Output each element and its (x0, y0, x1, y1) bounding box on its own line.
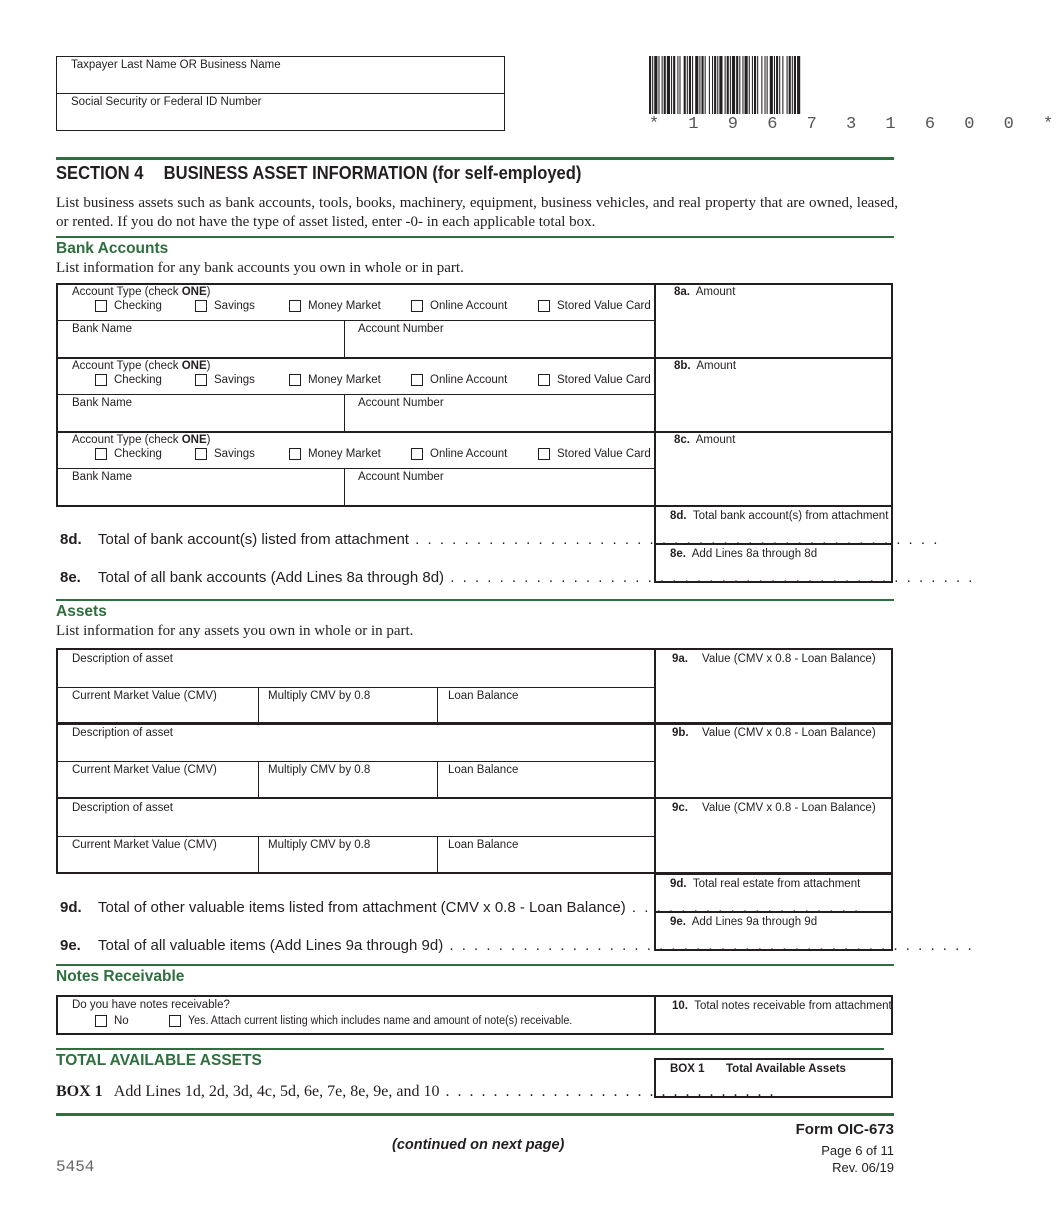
line-9e-box-label: 9e. Add Lines 9a through 9d (670, 916, 818, 928)
line-9e-text: 9e. Total of all valuable items (Add Lines 9a through 9d) . . . . . . . . . . . . . . . . . . . . . . . . . . . . . . . . . . . . . . . . . . . (60, 937, 974, 954)
money-market-checkbox[interactable] (289, 300, 301, 312)
bank-top-rule (56, 236, 894, 238)
section-intro: List business assets such as bank accounts, tools, books, machinery, equipment, business vehicles, and real property that are owned, leased, or rented. If you do not have the type of asset listed, enter -0- in each applicable total box. (56, 195, 898, 230)
line-8e-box-label: 8e. Add Lines 8a through 8d (670, 548, 818, 560)
online-account-label: Online Account (430, 300, 508, 312)
online-account-label: Online Account (430, 374, 508, 386)
barcode-image (649, 56, 892, 114)
cmv-input[interactable] (58, 853, 256, 872)
checking-label: Checking (114, 300, 162, 312)
asset-description-label: Description of asset (72, 727, 173, 739)
cmv-input[interactable] (58, 778, 256, 797)
continued-note: (continued on next page) (392, 1137, 565, 1153)
notes-no-checkbox[interactable] (95, 1015, 107, 1027)
assets-subtext: List information for any assets you own in whole or in part. (56, 623, 414, 639)
box-1-code: BOX 1 (670, 1063, 705, 1075)
line-8d-text: 8d. Total of bank account(s) listed from attachment . . . . . . . . . . . . . . . . . . . . . . . . . . . . . . . . . . . . . . . . . . . (60, 531, 940, 548)
asset-col-divider (437, 687, 438, 724)
value-line-code: 9a. (672, 653, 688, 665)
loan-balance-label: Loan Balance (448, 764, 519, 776)
section-heading (56, 163, 581, 184)
money-market-label: Money Market (308, 448, 381, 460)
multiply-cmv-label: Multiply CMV by 0.8 (268, 690, 371, 702)
taxpayer-name-label: Taxpayer Last Name OR Business Name (71, 59, 281, 71)
bank-name-label: Bank Name (72, 323, 133, 335)
bank-heading: Bank Accounts (56, 240, 169, 257)
value-label: Value (CMV x 0.8 - Loan Balance) (702, 802, 876, 814)
line-10-label: 10. Total notes receivable from attachment (672, 1000, 892, 1012)
money-market-checkbox[interactable] (289, 374, 301, 386)
asset-description-input[interactable] (58, 741, 652, 760)
checking-checkbox[interactable] (95, 448, 107, 460)
ssn-label: Social Security or Federal ID Number (71, 96, 262, 108)
section-number: SECTION 4 (56, 163, 144, 183)
stored-value-card-checkbox[interactable] (538, 448, 550, 460)
loan-balance-input[interactable] (439, 704, 654, 723)
page-number: Page 6 of 11 (821, 1143, 894, 1158)
savings-checkbox[interactable] (195, 300, 207, 312)
asset-description-label: Description of asset (72, 802, 173, 814)
assets-heading: Assets (56, 603, 107, 620)
savings-label: Savings (214, 300, 255, 312)
checking-label: Checking (114, 374, 162, 386)
footer-rule (56, 1113, 894, 1116)
account-number-label: Account Number (358, 323, 444, 335)
stored-value-card-checkbox[interactable] (538, 374, 550, 386)
bank-name-input[interactable] (58, 485, 342, 504)
asset-col-divider (258, 687, 259, 724)
revision-date: Rev. 06/19 (832, 1160, 894, 1175)
line-9d-text: 9d. Total of other valuable items listed from attachment (CMV x 0.8 - Loan Balance) . . . . . . . . . . . . . . . . . . . (60, 899, 861, 916)
notes-top-rule (56, 964, 894, 966)
total-top-rule (56, 1048, 884, 1050)
taxpayer-id-divider (56, 93, 505, 94)
online-account-label: Online Account (430, 448, 508, 460)
notes-heading: Notes Receivable (56, 968, 185, 985)
stored-value-card-label: Stored Value Card (557, 448, 651, 460)
assets-top-rule (56, 599, 894, 601)
online-account-checkbox[interactable] (411, 300, 423, 312)
multiply-cmv-input[interactable] (260, 704, 435, 723)
asset-row-divider (56, 687, 656, 688)
multiply-cmv-input[interactable] (260, 778, 435, 797)
cmv-label: Current Market Value (CMV) (72, 764, 217, 776)
online-account-checkbox[interactable] (411, 374, 423, 386)
notes-yes-label: Yes. Attach current listing which includes name and amount of note(s) receivable. (188, 1015, 573, 1027)
checking-label: Checking (114, 448, 162, 460)
line-8e-text: 8e. Total of all bank accounts (Add Lines 8a through 8d) . . . . . . . . . . . . . . . . . . . . . . . . . . . . . . . . . . . . . . . . . . . (60, 569, 975, 586)
multiply-cmv-label: Multiply CMV by 0.8 (268, 764, 371, 776)
notes-question: Do you have notes receivable? (72, 999, 230, 1011)
bank-row-divider (56, 320, 656, 321)
cmv-label: Current Market Value (CMV) (72, 839, 217, 851)
notes-no-label: No (114, 1015, 129, 1027)
asset-description-input[interactable] (58, 816, 652, 835)
bank-name-label: Bank Name (72, 397, 133, 409)
section-top-rule (56, 157, 894, 160)
savings-label: Savings (214, 448, 255, 460)
stored-value-card-checkbox[interactable] (538, 300, 550, 312)
account-number-label: Account Number (358, 471, 444, 483)
savings-label: Savings (214, 374, 255, 386)
value-line-code: 9c. (672, 802, 688, 814)
multiply-cmv-input[interactable] (260, 853, 435, 872)
value-label: Value (CMV x 0.8 - Loan Balance) (702, 653, 876, 665)
money-market-checkbox[interactable] (289, 448, 301, 460)
account-number-input[interactable] (346, 485, 654, 504)
bank-name-label: Bank Name (72, 471, 133, 483)
section-title: BUSINESS ASSET INFORMATION (for self-employed) (163, 163, 582, 183)
account-number-label: Account Number (358, 397, 444, 409)
account-type-label: Account Type (check ONE) (72, 286, 211, 298)
bank-row-divider (56, 394, 656, 395)
notes-yes-checkbox[interactable] (169, 1015, 181, 1027)
form-name: Form OIC-673 (795, 1121, 894, 1138)
money-market-label: Money Market (308, 374, 381, 386)
online-account-checkbox[interactable] (411, 448, 423, 460)
barcode-text: * 1 9 6 7 3 1 6 0 0 * (649, 115, 1063, 134)
bank-name-input[interactable] (58, 411, 342, 430)
bank-col-divider (344, 468, 345, 505)
stored-value-card-label: Stored Value Card (557, 300, 651, 312)
asset-row-divider (56, 761, 656, 762)
line-9d-box-label: 9d. Total real estate from attachment (670, 878, 861, 890)
loan-balance-input[interactable] (439, 778, 654, 797)
bank-subtext: List information for any bank accounts you own in whole or in part. (56, 260, 464, 276)
asset-description-input[interactable] (58, 667, 652, 686)
total-heading: TOTAL AVAILABLE ASSETS (56, 1052, 262, 1069)
bank-name-input[interactable] (58, 337, 342, 356)
form-code: 5454 (56, 1158, 95, 1176)
box-1-label: Total Available Assets (726, 1063, 846, 1075)
asset-description-label: Description of asset (72, 653, 173, 665)
account-number-input[interactable] (346, 337, 654, 356)
bank-col-divider (344, 394, 345, 431)
asset-col-divider (437, 761, 438, 798)
value-label: Value (CMV x 0.8 - Loan Balance) (702, 727, 876, 739)
multiply-cmv-label: Multiply CMV by 0.8 (268, 839, 371, 851)
asset-col-divider (437, 836, 438, 873)
savings-checkbox[interactable] (195, 374, 207, 386)
loan-balance-input[interactable] (439, 853, 654, 872)
checking-checkbox[interactable] (95, 300, 107, 312)
loan-balance-label: Loan Balance (448, 839, 519, 851)
amount-label: 8b. Amount (674, 360, 737, 372)
value-line-code: 9b. (672, 727, 689, 739)
account-type-label: Account Type (check ONE) (72, 434, 211, 446)
ssn-input[interactable] (58, 110, 503, 129)
taxpayer-name-input[interactable] (58, 72, 503, 92)
cmv-label: Current Market Value (CMV) (72, 690, 217, 702)
line-8d-box-label: 8d. Total bank account(s) from attachment (670, 510, 889, 522)
asset-col-divider (258, 836, 259, 873)
checking-checkbox[interactable] (95, 374, 107, 386)
asset-row-divider (56, 836, 656, 837)
box-1-line: BOX 1 Add Lines 1d, 2d, 3d, 4c, 5d, 6e, 7e, 8e, 9e, and 10 . . . . . . . . . . . . . . . . . . . . . . . . . . . . (56, 1083, 776, 1100)
bank-row-divider (56, 468, 656, 469)
savings-checkbox[interactable] (195, 448, 207, 460)
asset-col-divider (258, 761, 259, 798)
amount-label: 8c. Amount (674, 434, 736, 446)
cmv-input[interactable] (58, 704, 256, 723)
loan-balance-label: Loan Balance (448, 690, 519, 702)
account-type-label: Account Type (check ONE) (72, 360, 211, 372)
money-market-label: Money Market (308, 300, 381, 312)
stored-value-card-label: Stored Value Card (557, 374, 651, 386)
account-number-input[interactable] (346, 411, 654, 430)
amount-label: 8a. Amount (674, 286, 736, 298)
bank-col-divider (344, 320, 345, 357)
